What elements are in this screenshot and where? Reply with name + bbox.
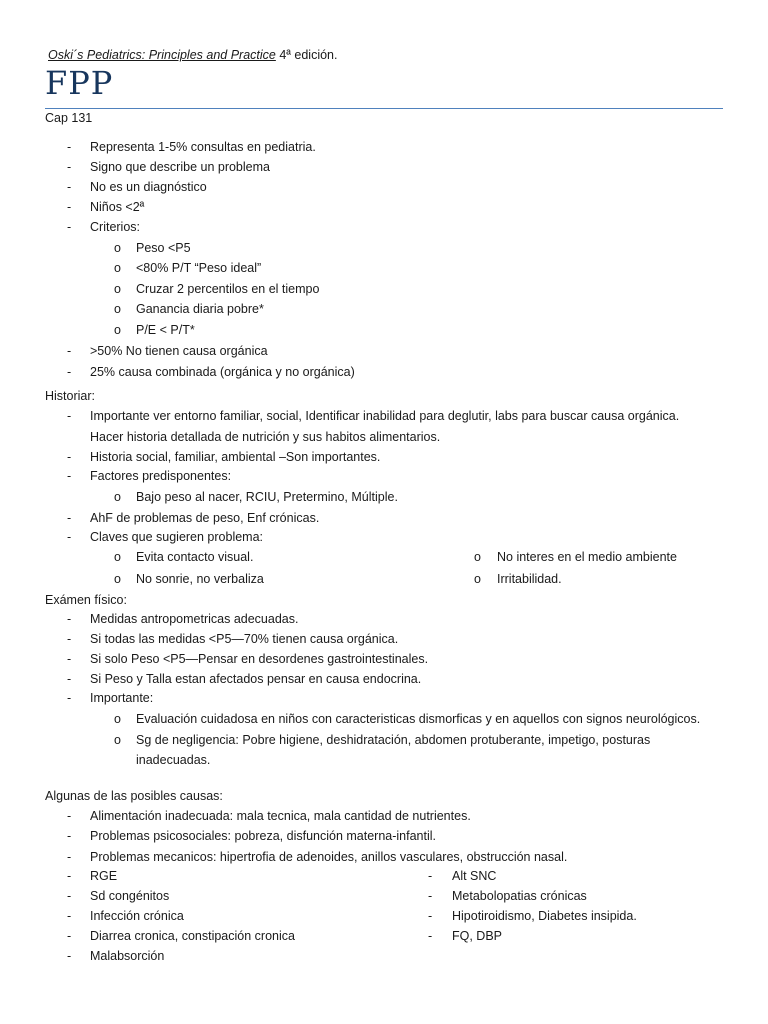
list-bullet: - — [428, 869, 433, 883]
list-item: Infección crónica — [90, 909, 184, 923]
sub-bullet: o — [474, 572, 481, 586]
sub-item-continuation: inadecuadas. — [136, 753, 211, 767]
list-bullet: - — [428, 889, 433, 903]
list-item-continuation: Hacer historia detallada de nutrición y sus habitos alimentarios. — [90, 430, 441, 444]
sub-bullet: o — [114, 712, 121, 726]
list-bullet: - — [67, 365, 72, 379]
list-bullet: - — [67, 344, 72, 358]
list-bullet: - — [67, 850, 72, 864]
list-item: AhF de problemas de peso, Enf crónicas. — [90, 511, 320, 525]
list-item: Criterios: — [90, 220, 141, 234]
list-bullet: - — [67, 691, 72, 705]
sub-bullet: o — [114, 733, 121, 747]
list-item: Problemas mecanicos: hipertrofia de adenoides, anillos vasculares, obstrucción nasal. — [90, 850, 568, 864]
sub-item: No sonrie, no verbaliza — [136, 572, 264, 586]
sub-item: Evaluación cuidadosa en niños con caracteristicas dismorficas y en aquellos con signos neurológicos. — [136, 712, 701, 726]
sub-bullet: o — [114, 550, 121, 564]
list-bullet: - — [67, 469, 72, 483]
list-item: Sd congénitos — [90, 889, 170, 903]
list-bullet: - — [67, 220, 72, 234]
list-item: Factores predisponentes: — [90, 469, 232, 483]
section-heading: Exámen físico: — [45, 593, 127, 607]
sub-item: Irritabilidad. — [497, 572, 562, 586]
sub-bullet: o — [114, 572, 121, 586]
list-item: Metabolopatias crónicas — [452, 889, 587, 903]
page-title: FPP — [45, 64, 114, 102]
sub-item: Ganancia diaria pobre* — [136, 302, 264, 316]
sub-item: Evita contacto visual. — [136, 550, 254, 564]
list-item: Si todas las medidas <P5—70% tienen causa orgánica. — [90, 632, 399, 646]
list-item: Representa 1-5% consultas en pediatria. — [90, 140, 316, 154]
sub-item: Sg de negligencia: Pobre higiene, deshidratación, abdomen protuberante, impetigo, posturas — [136, 733, 651, 747]
sub-bullet: o — [114, 282, 121, 296]
list-bullet: - — [67, 612, 72, 626]
list-item: No es un diagnóstico — [90, 180, 207, 194]
list-bullet: - — [67, 140, 72, 154]
sub-bullet: o — [114, 261, 121, 275]
list-item: Malabsorción — [90, 949, 165, 963]
list-bullet: - — [67, 652, 72, 666]
list-item: Hipotiroidismo, Diabetes insipida. — [452, 909, 637, 923]
list-item: RGE — [90, 869, 118, 883]
sub-bullet: o — [114, 490, 121, 504]
sub-item: P/E < P/T* — [136, 323, 195, 337]
list-bullet: - — [67, 450, 72, 464]
list-item: Medidas antropometricas adecuadas. — [90, 612, 299, 626]
list-bullet: - — [67, 909, 72, 923]
sub-item: No interes en el medio ambiente — [497, 550, 677, 564]
list-item: FQ, DBP — [452, 929, 503, 943]
reference-line — [48, 48, 337, 62]
list-bullet: - — [67, 869, 72, 883]
section-heading: Historiar: — [45, 389, 96, 403]
section-heading: Algunas de las posibles causas: — [45, 789, 223, 803]
list-item: Si solo Peso <P5—Pensar en desordenes gastrointestinales. — [90, 652, 429, 666]
list-bullet: - — [67, 929, 72, 943]
list-item: Problemas psicosociales: pobreza, disfunción materna-infantil. — [90, 829, 437, 843]
title-divider — [45, 108, 723, 109]
list-bullet: - — [67, 672, 72, 686]
list-bullet: - — [67, 632, 72, 646]
sub-bullet: o — [114, 241, 121, 255]
list-item: Alt SNC — [452, 869, 497, 883]
list-bullet: - — [67, 809, 72, 823]
list-bullet: - — [428, 909, 433, 923]
sub-bullet: o — [114, 323, 121, 337]
list-bullet: - — [67, 829, 72, 843]
list-bullet: - — [67, 530, 72, 544]
list-bullet: - — [67, 511, 72, 525]
chapter-label: Cap 131 — [45, 111, 93, 125]
sub-bullet: o — [474, 550, 481, 564]
sub-item: <80% P/T “Peso ideal” — [136, 261, 262, 275]
list-bullet: - — [67, 889, 72, 903]
list-item: Importante: — [90, 691, 154, 705]
list-bullet: - — [428, 929, 433, 943]
list-item: Diarrea cronica, constipación cronica — [90, 929, 295, 943]
list-bullet: - — [67, 200, 72, 214]
list-bullet: - — [67, 160, 72, 174]
list-item: Importante ver entorno familiar, social, Identificar inabilidad para deglutir, labs para buscar causa orgánica. — [90, 409, 680, 423]
list-item: Si Peso y Talla estan afectados pensar en causa endocrina. — [90, 672, 422, 686]
list-item: >50% No tienen causa orgánica — [90, 344, 268, 358]
list-item: Alimentación inadecuada: mala tecnica, mala cantidad de nutrientes. — [90, 809, 471, 823]
sub-item: Cruzar 2 percentilos en el tiempo — [136, 282, 320, 296]
list-item: Claves que sugieren problema: — [90, 530, 264, 544]
list-item: 25% causa combinada (orgánica y no orgánica) — [90, 365, 355, 379]
list-bullet: - — [67, 180, 72, 194]
list-item: Niños <2ª — [90, 200, 145, 214]
sub-item: Bajo peso al nacer, RCIU, Pretermino, Múltiple. — [136, 490, 398, 504]
list-item: Historia social, familiar, ambiental –Son importantes. — [90, 450, 381, 464]
list-bullet: - — [67, 409, 72, 423]
sub-bullet: o — [114, 302, 121, 316]
list-item: Signo que describe un problema — [90, 160, 270, 174]
list-bullet: - — [67, 949, 72, 963]
book-title: Oski´s Pediatrics: Principles and Practice — [48, 48, 276, 62]
edition: 4ª edición. — [275, 48, 338, 62]
sub-item: Peso <P5 — [136, 241, 191, 255]
